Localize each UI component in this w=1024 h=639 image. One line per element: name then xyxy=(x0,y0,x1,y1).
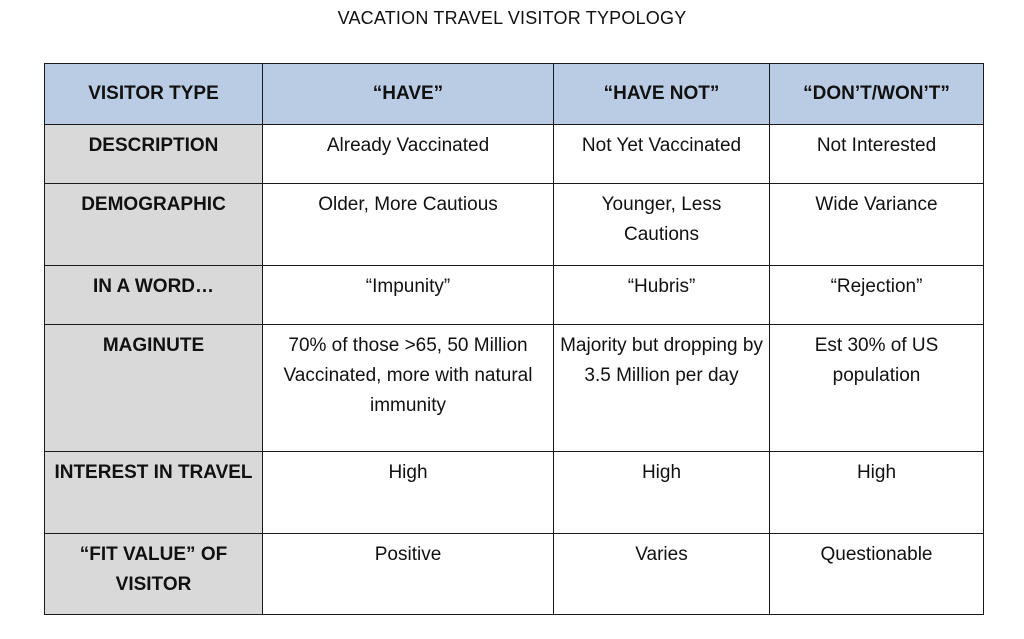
row-label: IN A WORD… xyxy=(45,266,263,325)
table-row xyxy=(45,266,984,325)
table-cell: Wide Variance xyxy=(770,184,984,266)
table-cell: “Hubris” xyxy=(554,266,770,325)
table-cell: High xyxy=(263,452,554,534)
table-cell: Majority but dropping by 3.5 Million per day xyxy=(554,325,770,452)
header-dont-wont: “DON’T/WON’T” xyxy=(770,64,984,125)
row-label: “FIT VALUE” OF VISITOR xyxy=(45,534,263,615)
table-cell: Questionable xyxy=(770,534,984,615)
table-cell: 70% of those >65, 50 Million Vaccinated, more with natural immunity xyxy=(263,325,554,452)
row-label: DESCRIPTION xyxy=(45,125,263,184)
table-cell: “Rejection” xyxy=(770,266,984,325)
table-row xyxy=(45,325,984,452)
table-cell: High xyxy=(770,452,984,534)
row-label: INTEREST IN TRAVEL xyxy=(45,452,263,534)
table-cell: Varies xyxy=(554,534,770,615)
header-visitor-type: VISITOR TYPE xyxy=(45,64,263,125)
table-cell: Positive xyxy=(263,534,554,615)
table-cell: Not Interested xyxy=(770,125,984,184)
header-have-not: “HAVE NOT” xyxy=(554,64,770,125)
visitor-typology-table xyxy=(44,63,984,615)
table-cell: Older, More Cautious xyxy=(263,184,554,266)
row-label: MAGINUTE xyxy=(45,325,263,452)
document-title: VACATION TRAVEL VISITOR TYPOLOGY xyxy=(337,8,687,28)
table-row xyxy=(45,534,984,615)
table-cell: High xyxy=(554,452,770,534)
table-row xyxy=(45,452,984,534)
table-cell: Younger, Less Cautions xyxy=(554,184,770,266)
table-cell: Already Vaccinated xyxy=(263,125,554,184)
table-cell: Est 30% of US population xyxy=(770,325,984,452)
table-cell: “Impunity” xyxy=(263,266,554,325)
table-header-row xyxy=(45,64,984,125)
table-row xyxy=(45,125,984,184)
table-row xyxy=(45,184,984,266)
header-have: “HAVE” xyxy=(263,64,554,125)
table-cell: Not Yet Vaccinated xyxy=(554,125,770,184)
row-label: DEMOGRAPHIC xyxy=(45,184,263,266)
